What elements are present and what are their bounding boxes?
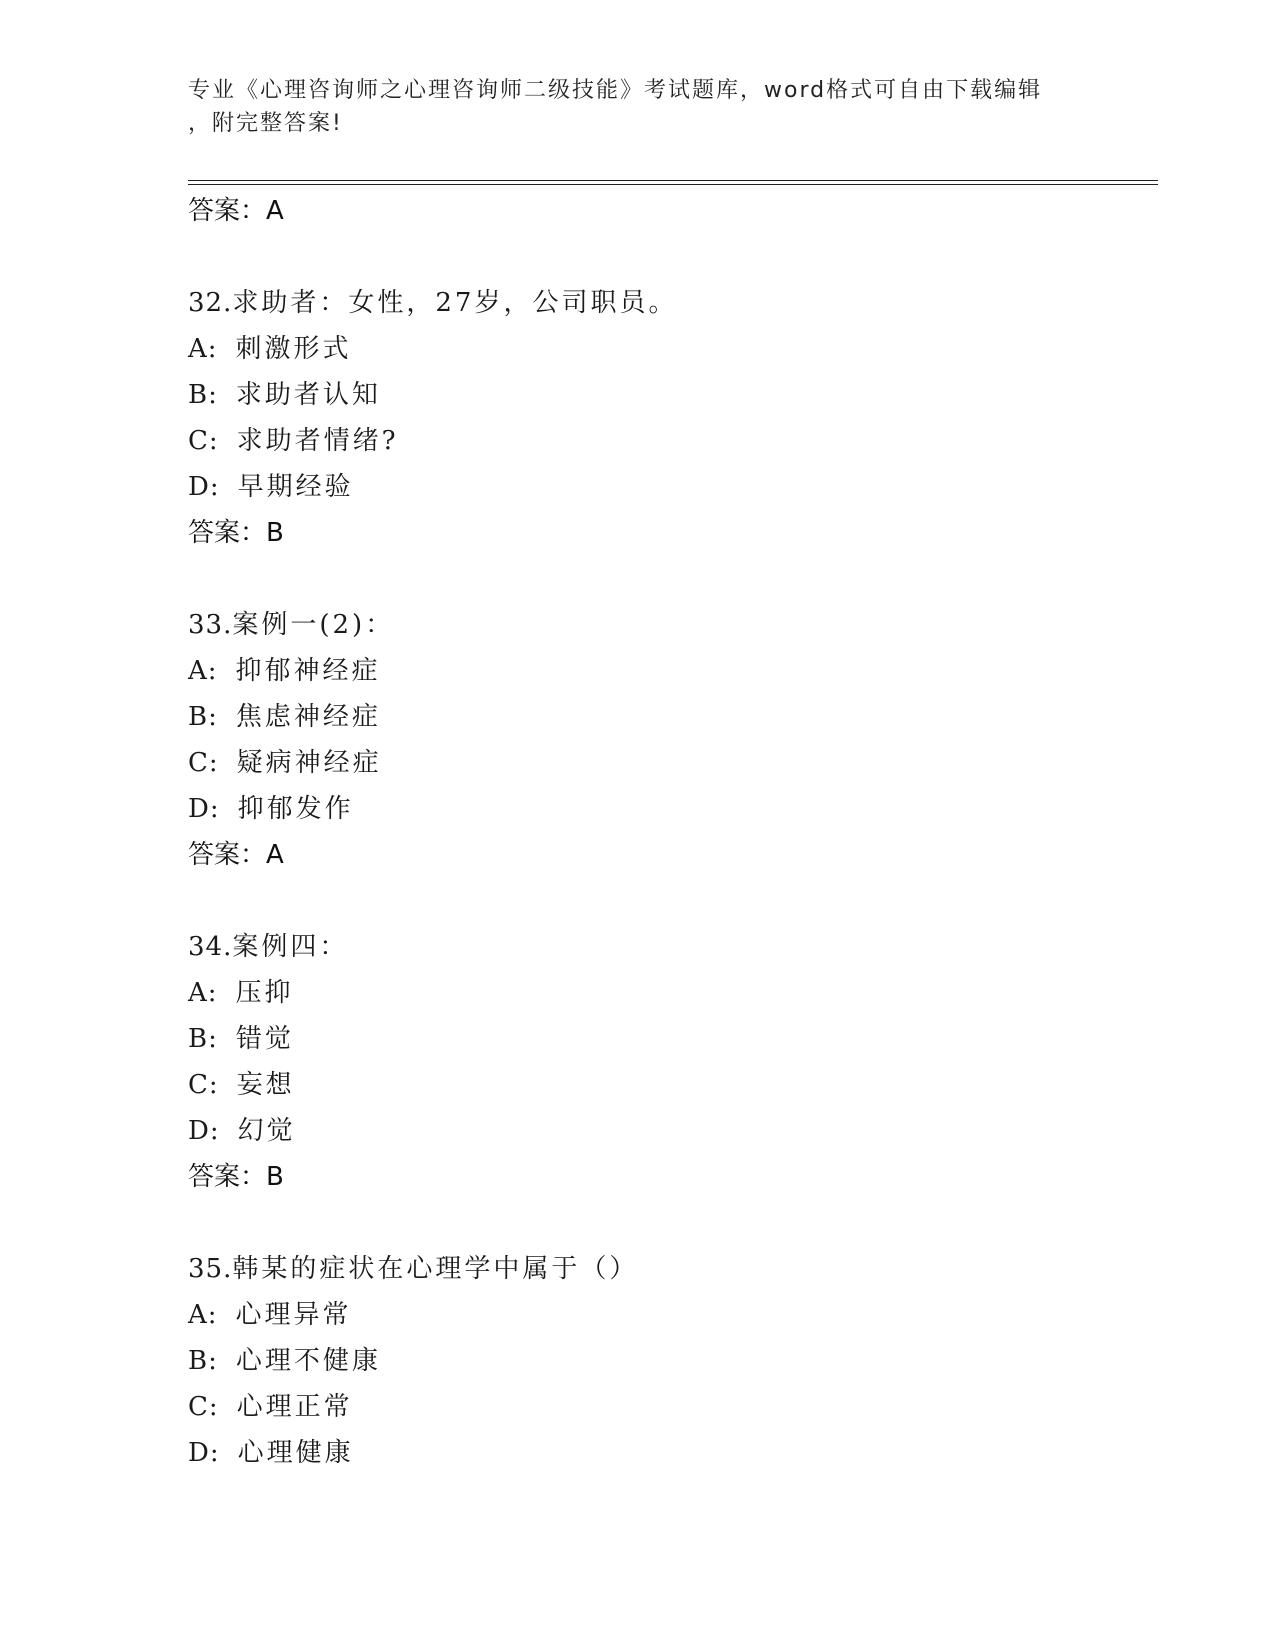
answer-line: 答案：B	[188, 518, 284, 548]
header-line-1: 专业《心理咨询师之心理咨询师二级技能》考试题库，word格式可自由下载编辑	[188, 78, 1043, 103]
option-a: A: 刺激形式	[188, 334, 352, 364]
question-33	[188, 602, 1148, 648]
answer-line: 答案：A	[188, 196, 284, 226]
option-d: D: 幻觉	[188, 1116, 296, 1146]
option-b: B: 心理不健康	[188, 1346, 381, 1376]
option-b: B: 求助者认知	[188, 380, 381, 410]
option-a: A: 抑郁神经症	[188, 656, 381, 686]
answer-line: 答案：B	[188, 1162, 284, 1192]
question-32	[188, 280, 1148, 326]
option-b: B: 焦虑神经症	[188, 702, 381, 732]
spacer	[188, 878, 1148, 924]
option-c: C: 求助者情绪?	[188, 426, 399, 456]
header-line-2: ，附完整答案!	[188, 111, 343, 136]
option-b: B: 错觉	[188, 1024, 294, 1054]
answer-line: 答案：A	[188, 840, 284, 870]
header-rule-top	[188, 180, 1158, 181]
option-c: C: 心理正常	[188, 1392, 353, 1422]
question-text: 案例一(2)：	[232, 610, 395, 640]
option-c: C: 妄想	[188, 1070, 295, 1100]
option-a: A: 心理异常	[188, 1300, 352, 1330]
spacer	[188, 234, 1148, 280]
question-text: 求助者：女性，27岁，公司职员。	[232, 288, 678, 318]
option-d: D: 抑郁发作	[188, 794, 354, 824]
question-list	[188, 188, 1148, 1476]
option-d: D: 早期经验	[188, 472, 354, 502]
question-35	[188, 1246, 1148, 1292]
option-c: C: 疑病神经症	[188, 748, 382, 778]
option-a: A: 压抑	[188, 978, 294, 1008]
header-rule-bottom	[188, 184, 1158, 185]
spacer	[188, 556, 1148, 602]
question-text: 韩某的症状在心理学中属于（）	[232, 1254, 639, 1284]
question-number: 34.	[188, 932, 233, 962]
option-d: D: 心理健康	[188, 1438, 354, 1468]
question-34	[188, 924, 1148, 970]
question-number: 32.	[188, 288, 233, 318]
document-header	[188, 74, 1088, 140]
spacer	[188, 1200, 1148, 1246]
question-number: 33.	[188, 610, 233, 640]
question-number: 35.	[188, 1254, 233, 1284]
question-text: 案例四：	[232, 932, 349, 962]
